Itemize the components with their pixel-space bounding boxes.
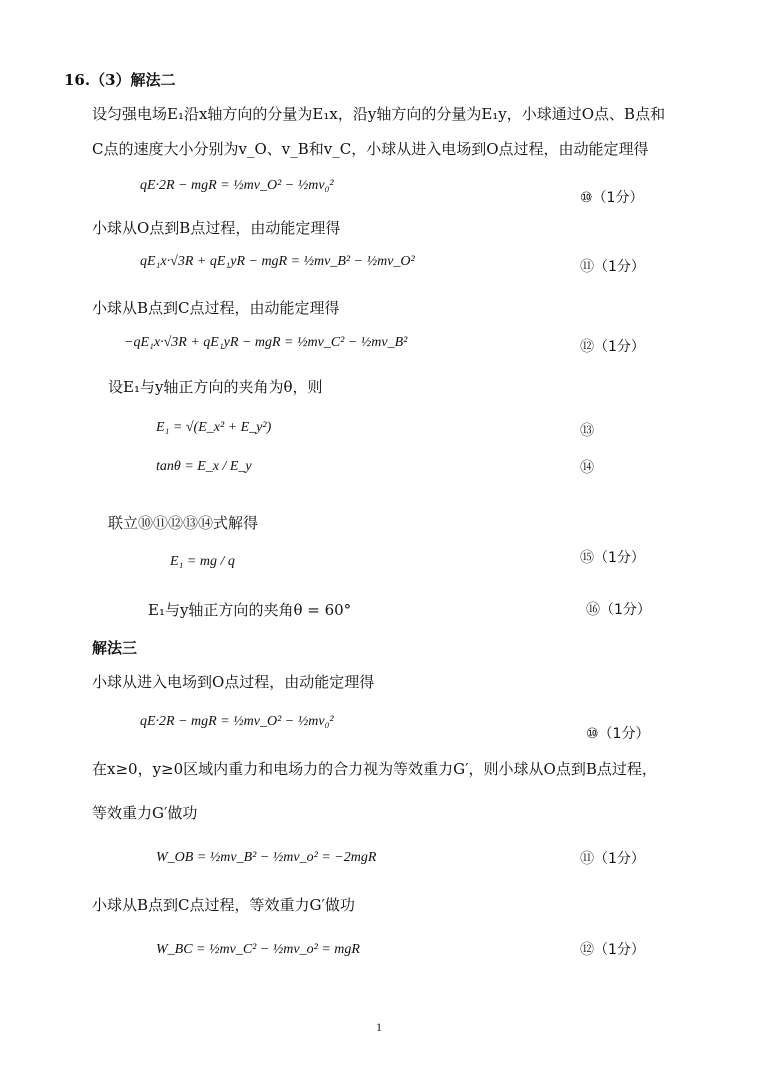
method2-equation-14: tanθ = E_x / E_y — [156, 459, 252, 474]
method2-equation-16-tag: ⑯（1分） — [586, 602, 651, 618]
section-heading: 16.（3）解法二 — [64, 71, 176, 89]
method2-equation-10: qE·2R − mgR = ½mv_O² − ½mv₀² — [140, 178, 334, 193]
method2-equation-13: E₁ = √(E_x² + E_y²) — [156, 420, 272, 435]
method2-equation-12: −qE₁x·√3R + qE₁yR − mgR = ½mv_C² − ½mv_B² — [124, 335, 408, 350]
method2-text-theta: 设E₁与y轴正方向的夹角为θ，则 — [108, 378, 323, 396]
method2-equation-14-tag: ⑭ — [580, 460, 594, 476]
method2-text-o-to-b: 小球从O点到B点过程，由动能定理得 — [92, 219, 341, 237]
method3-equation-12: W_BC = ½mv_C² − ½mv_o² = mgR — [156, 942, 360, 957]
method2-equation-10-tag: ⑩（1分） — [580, 190, 644, 206]
method2-intro-line2: C点的速度大小分别为v_O、v_B和v_C，小球从进入电场到O点过程，由动能定理得 — [92, 140, 649, 158]
method2-equation-11-tag: ⑪（1分） — [580, 259, 645, 275]
page-number: 1 — [376, 1020, 382, 1034]
method3-text-enter: 小球从进入电场到O点过程，由动能定理得 — [92, 673, 375, 691]
method2-equation-15: E₁ = mg / q — [170, 554, 235, 569]
method2-equation-11: qE₁x·√3R + qE₁yR − mgR = ½mv_B² − ½mv_O² — [140, 254, 415, 269]
method3-heading: 解法三 — [92, 639, 138, 657]
method2-intro-line1: 设匀强电场E₁沿x轴方向的分量为E₁x，沿y轴方向的分量为E₁y，小球通过O点、B点和 — [92, 105, 666, 123]
method2-text-b-to-c: 小球从B点到C点过程，由动能定理得 — [92, 299, 340, 317]
method2-text-solve: 联立⑩⑪⑫⑬⑭式解得 — [108, 514, 259, 532]
method3-equation-10-tag: ⑩（1分） — [586, 726, 650, 742]
method3-equation-11: W_OB = ½mv_B² − ½mv_o² = −2mgR — [156, 850, 377, 865]
method3-text-b-to-c: 小球从B点到C点过程，等效重力G′做功 — [92, 896, 355, 914]
method3-equation-12-tag: ⑫（1分） — [580, 942, 645, 958]
method2-equation-16: E₁与y轴正方向的夹角θ = 60° — [148, 601, 352, 619]
method2-equation-13-tag: ⑬ — [580, 423, 594, 439]
method3-text-region-line2: 等效重力G′做功 — [92, 804, 198, 822]
method3-text-region-line1: 在x≥0，y≥0区域内重力和电场力的合力视为等效重力G′，则小球从O点到B点过程， — [92, 760, 657, 778]
method3-equation-11-tag: ⑪（1分） — [580, 851, 645, 867]
method3-equation-10: qE·2R − mgR = ½mv_O² − ½mv₀² — [140, 714, 334, 729]
method2-equation-15-tag: ⑮（1分） — [580, 550, 645, 566]
method2-equation-12-tag: ⑫（1分） — [580, 339, 645, 355]
